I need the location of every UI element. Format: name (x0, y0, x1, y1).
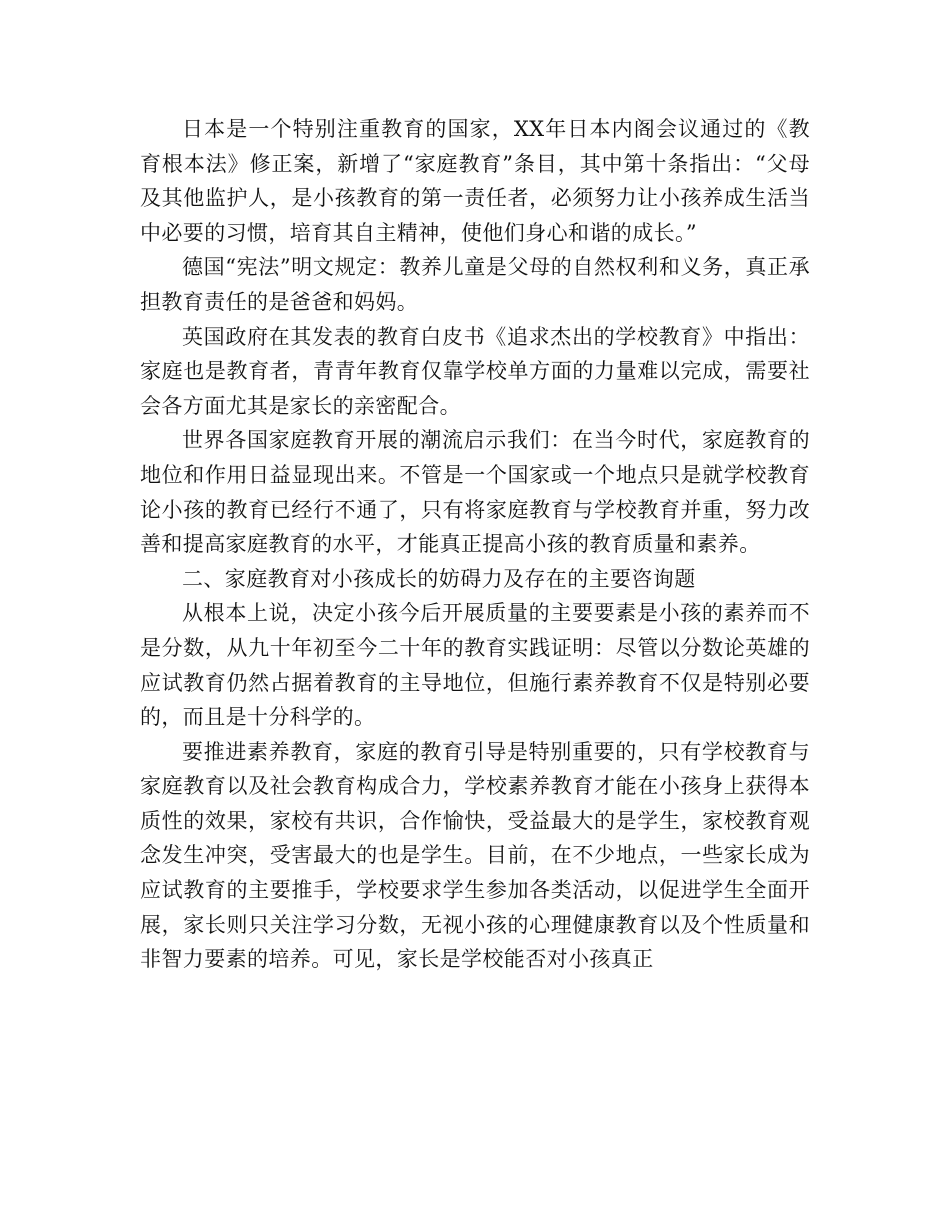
paragraph-quality-vs-scores: 从根本上说，决定小孩今后开展质量的主要要素是小孩的素养而不是分数，从九十年初至今二十年的教育实践证明：尽管以分数论英雄的应试教育仍然占据着教育的主导地位，但施行素养教育不仅是特别必要的，而且是十分科学的。 (140, 601, 810, 730)
section-heading-family-education-influence: 二、家庭教育对小孩成长的妨碍力及存在的主要咨询题 (182, 566, 696, 591)
paragraph-promote-quality-education: 要推进素养教育，家庭的教育引导是特别重要的，只有学校教育与家庭教育以及社会教育构成合力，学校素养教育才能在小孩身上获得本质性的效果，家校有共识，合作愉快，受益最大的是学生，家校教育观念发生冲突，受害最大的也是学生。目前，在不少地点，一些家长成为应试教育的主要推手，学校要求学生参加各类活动，以促进学生全面开展，家长则只关注学习分数，无视小孩的心理健康教育以及个性质量和非智力要素的培养。可见，家长是学校能否对小孩真正 (140, 739, 810, 972)
paragraph-uk-white-paper: 英国政府在其发表的教育白皮书《追求杰出的学校教育》中指出：家庭也是教育者，青青年教育仅靠学校单方面的力量难以完成，需要社会各方面尤其是家长的亲密配合。 (140, 324, 810, 418)
document-body (140, 112, 810, 977)
paragraph-world-trends: 世界各国家庭教育开展的潮流启示我们：在当今时代，家庭教育的地位和作用日益显现出来。不管是一个国家或一个地点只是就学校教育论小孩的教育已经行不通了，只有将家庭教育与学校教育并重，努力改善和提高家庭教育的水平，才能真正提高小孩的教育质量和素养。 (140, 428, 810, 557)
paragraph-japan-education-law: 日本是一个特别注重教育的国家，XX年日本内阁会议通过的《教育根本法》修正案，新增了“家庭教育”条目，其中第十条指出：“父母及其他监护人，是小孩教育的第一责任者，必须努力让小孩养成生活当中必要的习惯，培育其自主精神，使他们身心和谐的成长。” (140, 117, 810, 245)
paragraph-germany-constitution: 德国“宪法”明文规定：教养儿童是父母的自然权利和义务，真正承担教育责任的是爸爸和妈妈。 (140, 255, 810, 314)
